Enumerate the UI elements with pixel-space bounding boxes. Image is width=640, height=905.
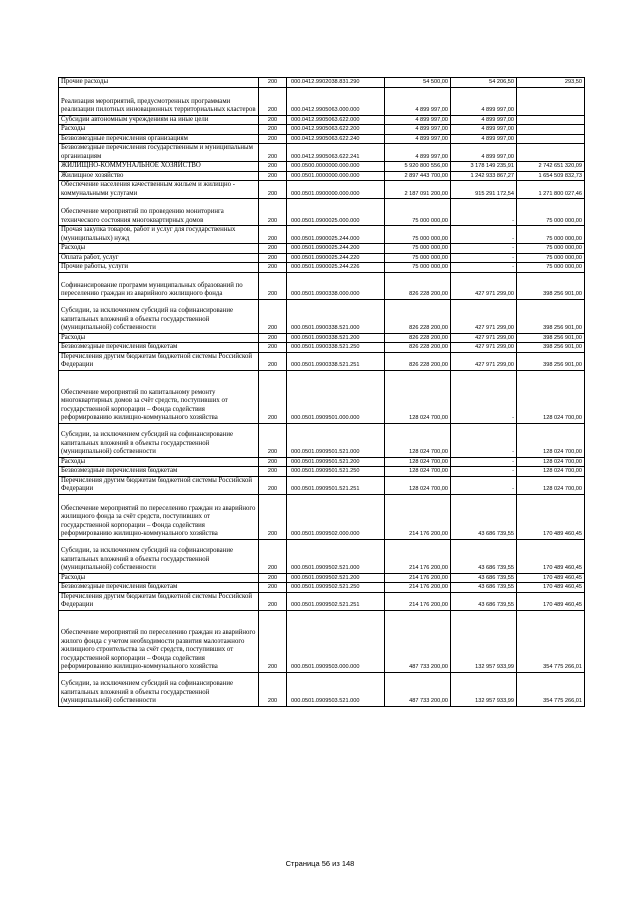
row-executed-cell: 427 971 299,00	[451, 352, 517, 370]
row-assigned-cell: 128 024 700,00	[385, 370, 451, 423]
row-remainder-cell: 75 000 000,00	[517, 199, 585, 226]
table-row	[59, 144, 585, 162]
row-assigned-cell: 826 228 200,00	[385, 352, 451, 370]
row-ved-cell: 200	[259, 343, 287, 353]
row-executed-cell: 427 971 299,00	[451, 299, 517, 333]
row-name-cell: Обеспечение мероприятий по капитальному ремонту многоквартирных домов за счёт средств, поступивших от государственной корпорации – Фонда содействия реформированию жилищно-коммунального хозяйства	[59, 370, 259, 423]
row-remainder-cell: 1 271 800 027,46	[517, 181, 585, 199]
row-name-cell: Обеспечение мероприятий по переселению граждан из аварийного жилищного фонда за счёт средств, поступивших от государственной корпорации – Фонда содействия реформированию жилищно-коммунального хозяйства	[59, 494, 259, 539]
row-ved-cell: 200	[259, 125, 287, 135]
row-name-cell: Обеспечение населения качественным жильем и жилищно - коммунальными услугами	[59, 181, 259, 199]
row-ved-cell: 200	[259, 333, 287, 343]
table-row	[59, 199, 585, 226]
row-name-cell: Расходы	[59, 457, 259, 467]
row-code-cell: 000.0501.0000000.000.000	[287, 171, 385, 181]
row-remainder-cell: 2 742 651 320,09	[517, 162, 585, 172]
row-executed-cell: 4 899 997,00	[451, 144, 517, 162]
row-name-cell: Безвозмездные перечисления бюджетам	[59, 467, 259, 477]
row-remainder-cell: 170 489 460,45	[517, 539, 585, 573]
table-row	[59, 87, 585, 115]
row-remainder-cell: 170 489 460,45	[517, 583, 585, 593]
row-name-cell: Расходы	[59, 573, 259, 583]
row-assigned-cell: 826 228 200,00	[385, 333, 451, 343]
row-executed-cell: 43 686 739,55	[451, 494, 517, 539]
row-remainder-cell	[517, 144, 585, 162]
row-name-cell: Перечисления другим бюджетам бюджетной системы Российской Федерации	[59, 352, 259, 370]
row-assigned-cell: 214 176 200,00	[385, 573, 451, 583]
table-row	[59, 423, 585, 457]
row-code-cell: 000.0501.0909502.000.000	[287, 494, 385, 539]
row-remainder-cell: 170 489 460,45	[517, 494, 585, 539]
row-executed-cell: 54 206,50	[451, 78, 517, 88]
row-executed-cell: 4 899 997,00	[451, 134, 517, 144]
row-assigned-cell: 4 899 997,00	[385, 115, 451, 125]
row-code-cell: 000.0501.0909501.521.200	[287, 457, 385, 467]
row-remainder-cell: 128 024 700,00	[517, 467, 585, 477]
table-row	[59, 370, 585, 423]
row-code-cell: 000.0501.0909501.521.250	[287, 467, 385, 477]
row-executed-cell: -	[451, 263, 517, 273]
budget-table	[58, 77, 585, 707]
row-name-cell: ЖИЛИЩНО-КОММУНАЛЬНОЕ ХОЗЯЙСТВО	[59, 162, 259, 172]
row-code-cell: 000.0501.0900000.000.000	[287, 181, 385, 199]
row-remainder-cell: 75 000 000,00	[517, 226, 585, 244]
row-name-cell: Субсидии автономным учреждениям на иные цели	[59, 115, 259, 125]
row-ved-cell: 200	[259, 226, 287, 244]
row-name-cell: Жилищное хозяйство	[59, 171, 259, 181]
row-remainder-cell: 398 256 901,00	[517, 272, 585, 299]
row-assigned-cell: 128 024 700,00	[385, 457, 451, 467]
row-executed-cell: -	[451, 457, 517, 467]
row-ved-cell: 200	[259, 144, 287, 162]
row-remainder-cell: 128 024 700,00	[517, 476, 585, 494]
table-row	[59, 539, 585, 573]
table-row	[59, 244, 585, 254]
table-row	[59, 457, 585, 467]
row-executed-cell: 43 686 739,55	[451, 573, 517, 583]
table-row	[59, 78, 585, 88]
table-row	[59, 610, 585, 672]
row-remainder-cell: 128 024 700,00	[517, 423, 585, 457]
row-assigned-cell: 128 024 700,00	[385, 467, 451, 477]
table-row	[59, 573, 585, 583]
row-remainder-cell: 398 256 901,00	[517, 333, 585, 343]
row-remainder-cell: 128 024 700,00	[517, 370, 585, 423]
row-remainder-cell: 398 256 901,00	[517, 343, 585, 353]
row-remainder-cell: 75 000 000,00	[517, 253, 585, 263]
row-ved-cell: 200	[259, 494, 287, 539]
row-remainder-cell	[517, 115, 585, 125]
row-ved-cell: 200	[259, 134, 287, 144]
row-executed-cell: -	[451, 253, 517, 263]
row-name-cell: Безвозмездные перечисления организациям	[59, 134, 259, 144]
row-assigned-cell: 487 733 200,00	[385, 672, 451, 706]
row-name-cell: Субсидии, за исключением субсидий на софинансирование капитальных вложений в объекты государственной (муниципальной) собственности	[59, 299, 259, 333]
table-row	[59, 343, 585, 353]
row-code-cell: 000.0412.9905063.000.000	[287, 87, 385, 115]
row-ved-cell: 200	[259, 423, 287, 457]
row-executed-cell: 4 899 997,00	[451, 115, 517, 125]
row-code-cell: 000.0412.9902038.831.290	[287, 78, 385, 88]
table-row	[59, 272, 585, 299]
row-ved-cell: 200	[259, 263, 287, 273]
row-code-cell: 000.0501.0909502.521.250	[287, 583, 385, 593]
row-executed-cell: 132 957 933,99	[451, 672, 517, 706]
row-assigned-cell: 487 733 200,00	[385, 610, 451, 672]
row-code-cell: 000.0501.0909502.521.200	[287, 573, 385, 583]
row-remainder-cell: 75 000 000,00	[517, 244, 585, 254]
table-row	[59, 333, 585, 343]
table-row	[59, 171, 585, 181]
row-ved-cell: 200	[259, 299, 287, 333]
row-remainder-cell: 170 489 460,45	[517, 573, 585, 583]
row-code-cell: 000.0501.0909501.521.251	[287, 476, 385, 494]
row-name-cell: Расходы	[59, 333, 259, 343]
row-code-cell: 000.0501.0900025.000.000	[287, 199, 385, 226]
row-ved-cell: 200	[259, 539, 287, 573]
row-code-cell: 000.0501.0909501.521.000	[287, 423, 385, 457]
row-assigned-cell: 75 000 000,00	[385, 263, 451, 273]
row-executed-cell: -	[451, 423, 517, 457]
row-code-cell: 000.0501.0900338.000.000	[287, 272, 385, 299]
row-name-cell: Субсидии, за исключением субсидий на софинансирование капитальных вложений в объекты государственной (муниципальной) собственности	[59, 539, 259, 573]
row-name-cell: Обеспечение мероприятий по проведению мониторинга технического состояния многоквартирных домов	[59, 199, 259, 226]
row-assigned-cell: 128 024 700,00	[385, 423, 451, 457]
row-executed-cell: 427 971 299,00	[451, 272, 517, 299]
row-ved-cell: 200	[259, 610, 287, 672]
row-executed-cell: 43 686 739,55	[451, 539, 517, 573]
row-name-cell: Перечисления другим бюджетам бюджетной системы Российской Федерации	[59, 592, 259, 610]
row-code-cell: 000.0501.0909502.521.251	[287, 592, 385, 610]
row-executed-cell: -	[451, 370, 517, 423]
row-assigned-cell: 214 176 200,00	[385, 583, 451, 593]
row-assigned-cell: 214 176 200,00	[385, 592, 451, 610]
page-footer: Страница 56 из 148	[285, 859, 355, 868]
row-remainder-cell: 293,50	[517, 78, 585, 88]
row-ved-cell: 200	[259, 199, 287, 226]
row-ved-cell: 200	[259, 78, 287, 88]
row-code-cell: 000.0501.0909503.521.000	[287, 672, 385, 706]
row-name-cell: Перечисления другим бюджетам бюджетной системы Российской Федерации	[59, 476, 259, 494]
row-code-cell: 000.0501.0900025.244.000	[287, 226, 385, 244]
row-ved-cell: 200	[259, 272, 287, 299]
row-executed-cell: -	[451, 476, 517, 494]
row-code-cell: 000.0501.0900025.244.220	[287, 253, 385, 263]
table-row	[59, 299, 585, 333]
row-executed-cell: -	[451, 244, 517, 254]
row-remainder-cell: 398 256 901,00	[517, 299, 585, 333]
row-executed-cell: -	[451, 467, 517, 477]
table-row	[59, 162, 585, 172]
row-ved-cell: 200	[259, 115, 287, 125]
row-ved-cell: 200	[259, 87, 287, 115]
row-name-cell: Безвозмездные перечисления бюджетам	[59, 583, 259, 593]
row-name-cell: Субсидии, за исключением субсидий на софинансирование капитальных вложений в объекты государственной (муниципальной) собственности	[59, 423, 259, 457]
row-assigned-cell: 5 920 800 556,00	[385, 162, 451, 172]
row-assigned-cell: 214 176 200,00	[385, 494, 451, 539]
row-executed-cell: 427 971 299,00	[451, 333, 517, 343]
row-code-cell: 000.0412.9905063.622.241	[287, 144, 385, 162]
row-executed-cell: 43 686 739,55	[451, 592, 517, 610]
row-name-cell: Безвозмездные перечисления бюджетам	[59, 343, 259, 353]
row-assigned-cell: 75 000 000,00	[385, 199, 451, 226]
budget-table-body	[59, 78, 585, 707]
row-code-cell: 000.0501.0900338.521.200	[287, 333, 385, 343]
row-assigned-cell: 826 228 200,00	[385, 299, 451, 333]
row-ved-cell: 200	[259, 583, 287, 593]
row-code-cell: 000.0501.0900338.521.000	[287, 299, 385, 333]
row-ved-cell: 200	[259, 162, 287, 172]
row-assigned-cell: 75 000 000,00	[385, 226, 451, 244]
table-row	[59, 467, 585, 477]
row-remainder-cell: 75 000 000,00	[517, 263, 585, 273]
table-row	[59, 134, 585, 144]
row-code-cell: 000.0501.0900025.244.200	[287, 244, 385, 254]
row-executed-cell: 1 242 933 867,27	[451, 171, 517, 181]
row-executed-cell: 4 899 997,00	[451, 87, 517, 115]
table-row	[59, 253, 585, 263]
row-code-cell: 000.0501.0909501.000.000	[287, 370, 385, 423]
row-assigned-cell: 4 899 997,00	[385, 144, 451, 162]
row-name-cell: Прочие работы, услуги	[59, 263, 259, 273]
row-name-cell: Расходы	[59, 125, 259, 135]
row-assigned-cell: 4 899 997,00	[385, 125, 451, 135]
row-remainder-cell: 1 654 509 832,73	[517, 171, 585, 181]
row-assigned-cell: 826 228 200,00	[385, 343, 451, 353]
row-code-cell: 000.0500.0000000.000.000	[287, 162, 385, 172]
row-remainder-cell: 170 489 460,45	[517, 592, 585, 610]
row-executed-cell: 43 686 739,55	[451, 583, 517, 593]
table-row	[59, 583, 585, 593]
table-row	[59, 352, 585, 370]
row-ved-cell: 200	[259, 244, 287, 254]
row-name-cell: Прочая закупка товаров, работ и услуг для государственных (муниципальных) нужд	[59, 226, 259, 244]
row-code-cell: 000.0501.0900338.521.251	[287, 352, 385, 370]
row-name-cell: Расходы	[59, 244, 259, 254]
row-assigned-cell: 214 176 200,00	[385, 539, 451, 573]
row-remainder-cell: 354 775 266,01	[517, 610, 585, 672]
row-executed-cell: -	[451, 199, 517, 226]
table-row	[59, 226, 585, 244]
row-assigned-cell: 826 228 200,00	[385, 272, 451, 299]
row-ved-cell: 200	[259, 253, 287, 263]
row-ved-cell: 200	[259, 181, 287, 199]
table-row	[59, 125, 585, 135]
table-row	[59, 672, 585, 706]
row-executed-cell: 427 971 299,00	[451, 343, 517, 353]
row-remainder-cell	[517, 87, 585, 115]
row-assigned-cell: 4 899 997,00	[385, 87, 451, 115]
table-row	[59, 476, 585, 494]
row-code-cell: 000.0412.9905063.622.000	[287, 115, 385, 125]
row-remainder-cell: 354 775 266,01	[517, 672, 585, 706]
table-row	[59, 115, 585, 125]
row-assigned-cell: 2 897 443 700,00	[385, 171, 451, 181]
table-row	[59, 263, 585, 273]
row-ved-cell: 200	[259, 467, 287, 477]
row-assigned-cell: 75 000 000,00	[385, 253, 451, 263]
row-ved-cell: 200	[259, 672, 287, 706]
row-ved-cell: 200	[259, 171, 287, 181]
row-remainder-cell	[517, 134, 585, 144]
row-assigned-cell: 128 024 700,00	[385, 476, 451, 494]
row-code-cell: 000.0501.0909502.521.000	[287, 539, 385, 573]
row-remainder-cell	[517, 125, 585, 135]
row-code-cell: 000.0501.0900338.521.250	[287, 343, 385, 353]
row-assigned-cell: 75 000 000,00	[385, 244, 451, 254]
row-assigned-cell: 4 899 997,00	[385, 134, 451, 144]
row-name-cell: Оплата работ, услуг	[59, 253, 259, 263]
row-name-cell: Субсидии, за исключением субсидий на софинансирование капитальных вложений в объекты государственной (муниципальной) собственности	[59, 672, 259, 706]
row-name-cell: Прочие расходы	[59, 78, 259, 88]
row-ved-cell: 200	[259, 592, 287, 610]
row-code-cell: 000.0412.9905063.622.240	[287, 134, 385, 144]
row-executed-cell: 4 899 997,00	[451, 125, 517, 135]
row-executed-cell: 132 957 933,99	[451, 610, 517, 672]
row-code-cell: 000.0412.9905063.622.200	[287, 125, 385, 135]
row-remainder-cell: 128 024 700,00	[517, 457, 585, 467]
row-name-cell: Обеспечение мероприятий по переселению граждан из аварийного жилого фонда с учетом необходимости развития малоэтажного жилищного строительства за счёт средств, поступивших от государственной корпорации – Фонда содействия реформированию жилищно-коммунального хозяйства	[59, 610, 259, 672]
row-name-cell: Реализация мероприятий, предусмотренных программами реализации пилотных инновационных территориальных кластеров	[59, 87, 259, 115]
row-code-cell: 000.0501.0909503.000.000	[287, 610, 385, 672]
row-code-cell: 000.0501.0900025.244.226	[287, 263, 385, 273]
row-ved-cell: 200	[259, 457, 287, 467]
table-row	[59, 181, 585, 199]
row-name-cell: Софинансирование программ муниципальных образований по переселению граждан из аварийного жилищного фонда	[59, 272, 259, 299]
row-ved-cell: 200	[259, 370, 287, 423]
row-ved-cell: 200	[259, 352, 287, 370]
row-assigned-cell: 2 187 091 200,00	[385, 181, 451, 199]
row-executed-cell: 915 291 172,54	[451, 181, 517, 199]
row-name-cell: Безвозмездные перечисления государственным и муниципальным организациям	[59, 144, 259, 162]
table-row	[59, 494, 585, 539]
row-ved-cell: 200	[259, 573, 287, 583]
row-executed-cell: 3 178 149 235,91	[451, 162, 517, 172]
table-row	[59, 592, 585, 610]
row-remainder-cell: 398 256 901,00	[517, 352, 585, 370]
row-assigned-cell: 54 500,00	[385, 78, 451, 88]
row-ved-cell: 200	[259, 476, 287, 494]
row-executed-cell: -	[451, 226, 517, 244]
